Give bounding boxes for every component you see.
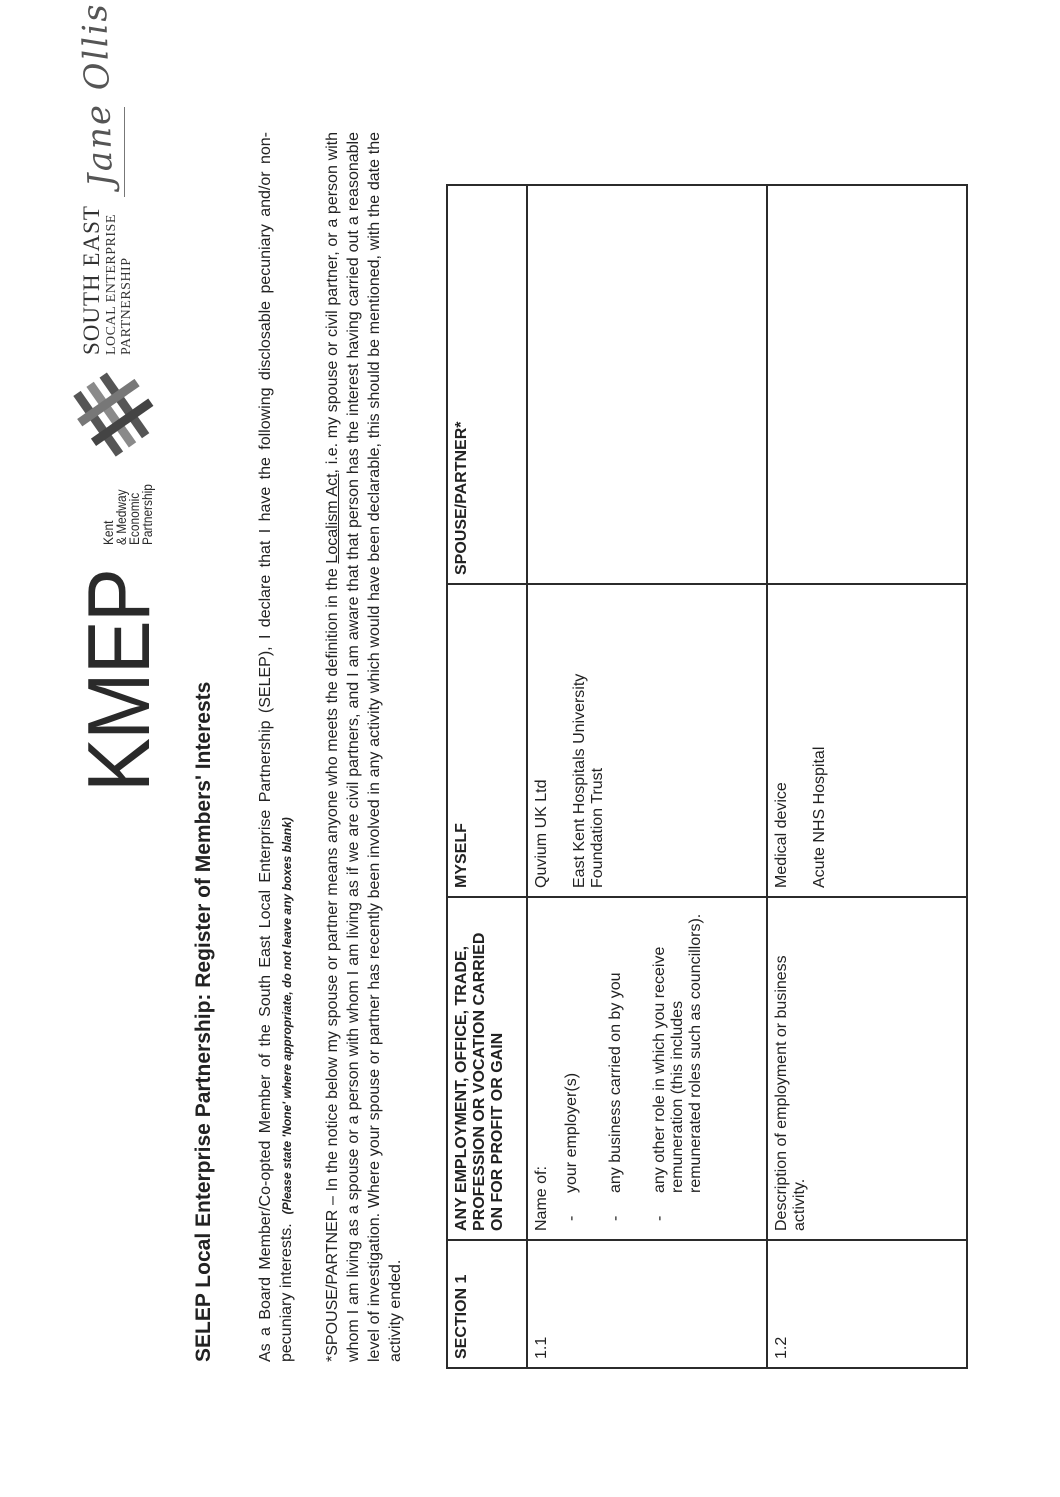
row-description: Description of employment or business activity. <box>767 897 967 1240</box>
myself-cell <box>527 584 767 897</box>
spouse-notice-paragraph <box>322 132 406 1362</box>
kmep-logo-subtitle <box>102 473 154 545</box>
kmep-sub-line: Partnership <box>139 483 155 545</box>
row-description <box>527 897 767 1240</box>
header-spouse: SPOUSE/PARTNER* <box>447 185 527 584</box>
spouse-notice-lead: *SPOUSE/PARTNER <box>324 1209 341 1362</box>
bullet-list <box>563 906 705 1231</box>
selep-logo-mark-icon <box>70 367 160 457</box>
myself-cell <box>767 584 967 897</box>
handwritten-signature: Jane Ollis <box>74 1 122 188</box>
myself-value: East Kent Hospitals University Foundation Trust <box>571 673 606 888</box>
row-label: Name of: <box>533 1166 550 1231</box>
header-section: SECTION 1 <box>447 1240 527 1368</box>
list-item: - your employer(s) <box>563 906 581 1231</box>
spouse-notice-part1: – In the notice below my spouse or partner means anyone who meets the definition in the <box>324 563 341 1210</box>
kmep-sub-line: & Medway <box>113 489 129 545</box>
signature-underline <box>124 107 125 197</box>
table-row <box>767 185 967 1368</box>
myself-value: Quvium UK Ltd <box>533 779 550 888</box>
declaration-paragraph <box>255 132 298 1362</box>
list-item: - any business carried on by you <box>607 906 625 1231</box>
row-number: 1.1 <box>527 1240 767 1368</box>
myself-value: Medical device <box>773 782 790 888</box>
kmep-logo-letters: KMEP <box>69 569 168 792</box>
row-number: 1.2 <box>767 1240 967 1368</box>
table-header-row <box>447 185 527 1368</box>
register-table <box>446 184 968 1369</box>
kmep-sub-line: Economic <box>126 492 142 545</box>
kmep-logo <box>69 473 168 792</box>
se-logo-line2: LOCAL ENTERPRISE <box>104 214 119 355</box>
spouse-notice-part2: , i.e. my spouse or civil partner, or a person with whom I am living as a spouse or a person with whom I am living as if we are civil partners, and I am aware that that person has the interest having carried out a reasonable level of investigation. Where your spouse or partner has recently been involved in any activity which would have been declarable, this should be mentioned, with the date the activity ended. <box>324 131 404 1362</box>
table-row <box>527 185 767 1368</box>
spouse-cell <box>767 185 967 584</box>
declaration-text: As a Board Member/Co-opted Member of the South East Local Enterprise Partnership (SELEP), I declare that I have the following disclosable pecuniary and/or non-pecuniary interests. <box>257 132 295 1362</box>
list-item: - any other role in which you receive remuneration (this includes remunerated roles such as councillors). <box>651 906 705 1231</box>
myself-value: Acute NHS Hospital <box>811 746 828 888</box>
se-logo-line1: SOUTH EAST <box>79 205 104 355</box>
header-myself: MYSELF <box>447 584 527 897</box>
spouse-cell <box>527 185 767 584</box>
south-east-lep-logo-text <box>80 205 134 355</box>
declaration-note: (Please state 'None' where appropriate, do not leave any boxes blank) <box>280 817 294 1215</box>
localism-act-reference: Localism Act <box>324 473 341 564</box>
page-title: SELEP Local Enterprise Partnership: Register of Members' Interests <box>192 681 215 1362</box>
kmep-sub-line: Kent <box>100 520 116 545</box>
se-logo-line3: PARTNERSHIP <box>119 257 134 355</box>
header-category: ANY EMPLOYMENT, OFFICE, TRADE, PROFESSION OR VOCATION CARRIED ON FOR PROFIT OR GAIN <box>447 897 527 1240</box>
